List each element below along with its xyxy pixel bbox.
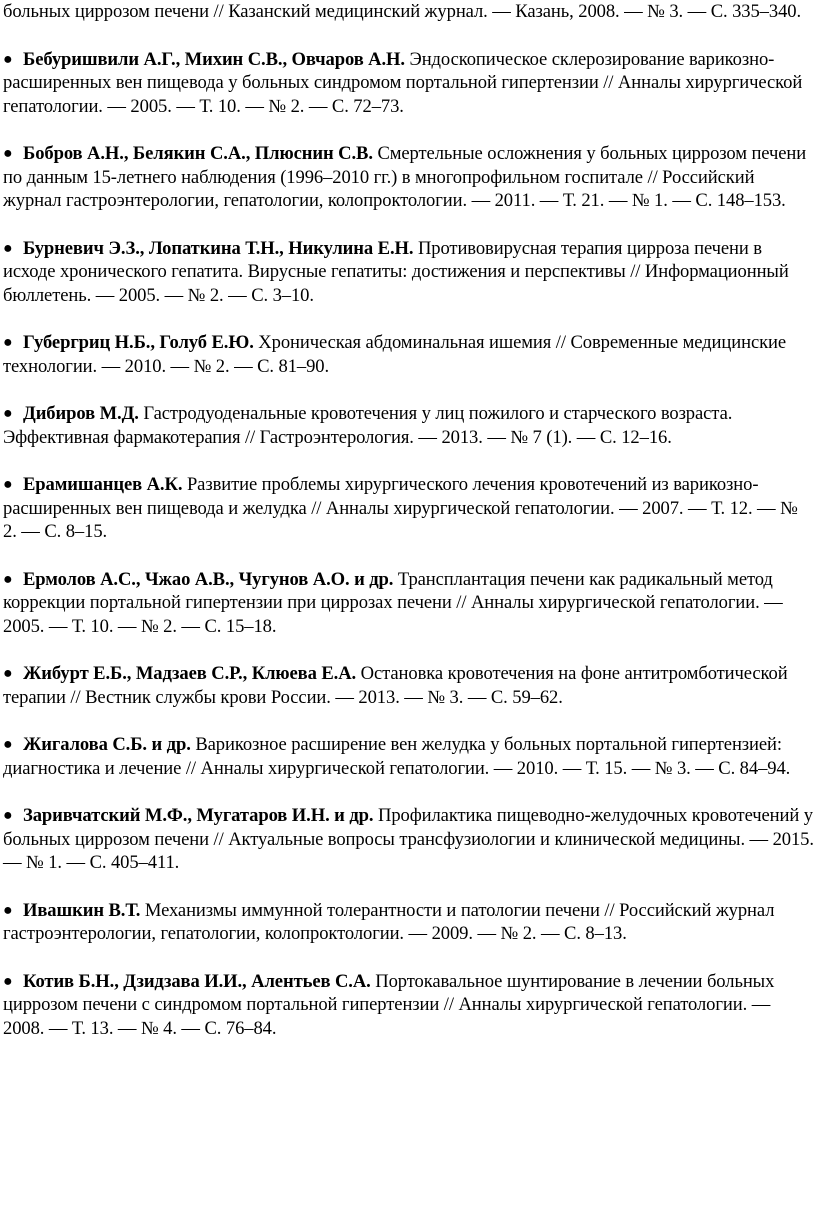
reference-text: Хроническая абдоминальная ишемия // Современные медицинские технологии. — 2010. — № 2. — С. 81–90.: [3, 332, 787, 377]
reference-text: Варикозное расширение вен желудка у больных портальной гипертензией: диагностика и лечение // Анналы хирургической гепатологии. — 2010. — Т. 15. — № 3. — С. 84–94.: [3, 734, 791, 779]
reference-authors: Губергриц Н.Б., Голуб Е.Ю.: [23, 332, 254, 353]
bullet-icon: ●: [3, 736, 13, 753]
reference-text: Остановка кровотечения на фоне антитромботической терапии // Вестник службы крови России. — 2013. — № 3. — С. 59–62.: [3, 663, 788, 708]
reference-authors: Заривчатский М.Ф., Мугатаров И.Н. и др.: [23, 805, 374, 826]
reference-text: Портокавальное шунтирование в лечении больных циррозом печени с синдромом портальной гипертензии // Анналы хирургической гепатологии. — 2008. — Т. 13. — № 4. — С. 76–84.: [3, 970, 775, 1039]
bullet-icon: ●: [3, 807, 13, 824]
reference-text: Механизмы иммунной толерантности и патологии печени // Российский журнал гастроэнтерологии, гепатологии, колопроктологии. — 2009. — № 2. — С. 8–13.: [3, 899, 775, 944]
reference-item: [0, 402, 816, 449]
reference-item: [0, 142, 816, 213]
bullet-icon: ●: [3, 334, 13, 351]
continuation-text: больных циррозом печени // Казанский медицинский журнал. — Казань, 2008. — № 3. — С. 335–340.: [3, 1, 802, 22]
reference-authors: Жибурт Е.Б., Мадзаев С.Р., Клюева Е.А.: [23, 663, 357, 684]
reference-item: [0, 899, 816, 946]
reference-text: Смертельные осложнения у больных циррозом печени по данным 15-летнего наблюдения (1996–2010 гг.) в многопрофильном госпитале // Российский журнал гастроэнтерологии, гепатологии, колопроктологии. — 2011. — Т. 21. — № 1. — С. 148–153.: [3, 143, 807, 211]
reference-text: Трансплантация печени как радикальный метод коррекции портальной гипертензии при циррозах печени // Анналы хирургической гепатологии. — 2005. — Т. 10. — № 2. — С. 15–18.: [3, 568, 783, 637]
bullet-icon: ●: [3, 570, 13, 588]
bullet-icon: ●: [3, 476, 13, 493]
reference-item: [0, 48, 816, 119]
reference-text: Эндоскопическое склерозирование варикозно-расширенных вен пищевода у больных синдромом портальной гипертензии // Анналы хирургической гепатологии. — 2005. — Т. 10. — № 2. — С. 72–73.: [3, 48, 803, 117]
reference-item: [0, 237, 816, 308]
reference-item: [0, 568, 816, 639]
reference-authors: Котив Б.Н., Дзидзава И.И., Алентьев С.А.: [23, 970, 371, 992]
reference-item: [0, 331, 816, 378]
reference-item: [0, 804, 816, 875]
reference-list: [0, 48, 816, 1041]
reference-item: [0, 970, 816, 1041]
bullet-icon: ●: [3, 972, 13, 990]
continuation-block: [0, 0, 816, 24]
reference-authors: Бебуришвили А.Г., Михин С.В., Овчаров А.Н.: [23, 48, 405, 70]
reference-authors: Дибиров М.Д.: [23, 403, 139, 424]
reference-authors: Ерамишанцев А.К.: [23, 474, 183, 495]
bullet-icon: ●: [3, 50, 13, 68]
reference-item: [0, 473, 816, 544]
reference-authors: Жигалова С.Б. и др.: [23, 734, 191, 755]
reference-text: Профилактика пищеводно-желудочных кровотечений у больных циррозом печени // Актуальные вопросы трансфузиологии и клинической медицины. — 2015. — № 1. — С. 405–411.: [3, 805, 814, 873]
reference-authors: Бобров А.Н., Белякин С.А., Плюснин С.В.: [23, 143, 373, 164]
bullet-icon: ●: [3, 405, 13, 422]
reference-item: [0, 662, 816, 709]
reference-text: Противовирусная терапия цирроза печени в исходе хронического гепатита. Вирусные гепатиты: достижения и перспективы // Информационный бюллетень. — 2005. — № 2. — С. 3–10.: [3, 237, 789, 306]
bullet-icon: ●: [3, 239, 13, 257]
bullet-icon: ●: [3, 145, 13, 162]
reference-item: [0, 733, 816, 780]
bullet-icon: ●: [3, 901, 13, 919]
reference-text: Гастродуоденальные кровотечения у лиц пожилого и старческого возраста. Эффективная фармакотерапия // Гастроэнтерология. — 2013. — № 7 (1). — С. 12–16.: [3, 403, 733, 448]
reference-authors: Бурневич Э.З., Лопаткина Т.Н., Никулина Е.Н.: [23, 237, 414, 259]
bullet-icon: ●: [3, 665, 13, 682]
reference-authors: Ивашкин В.Т.: [23, 899, 141, 921]
reference-authors: Ермолов А.С., Чжао А.В., Чугунов А.О. и др.: [23, 568, 394, 590]
reference-text: Развитие проблемы хирургического лечения кровотечений из варикозно-расширенных вен пищевода и желудка // Анналы хирургической гепатологии. — 2007. — Т. 12. — № 2. — С. 8–15.: [3, 474, 798, 542]
